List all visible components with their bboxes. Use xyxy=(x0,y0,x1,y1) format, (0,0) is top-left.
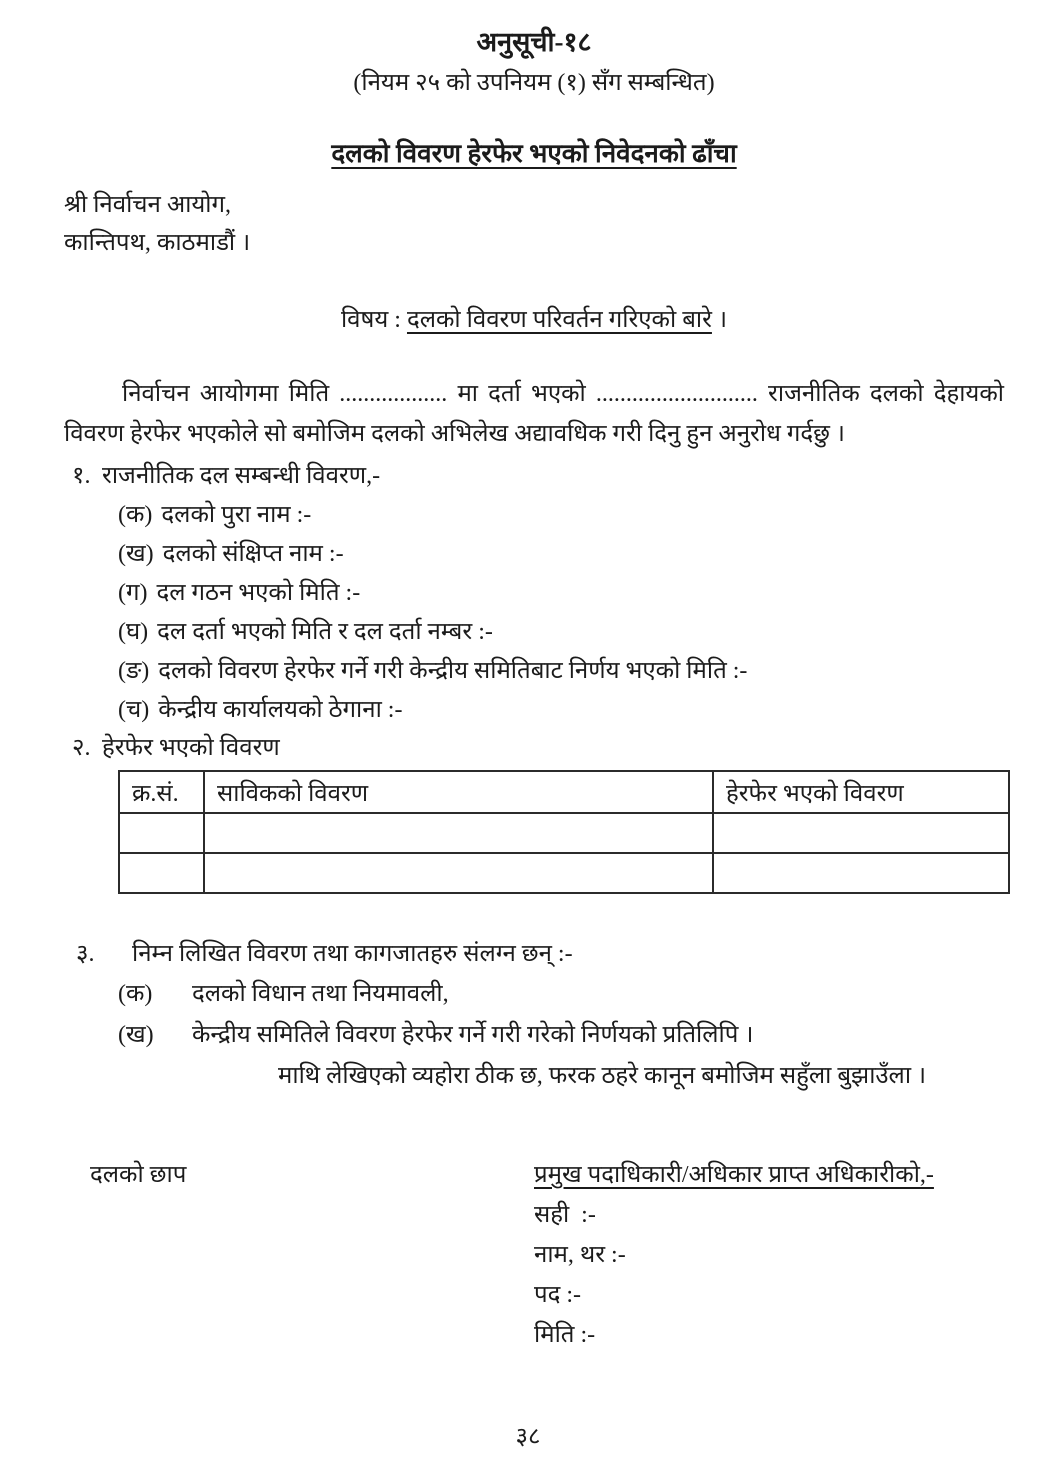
list-item-text: केन्द्रीय समितिले विवरण हेरफेर गर्ने गरी गरेको निर्णयको प्रतिलिपि । xyxy=(192,1022,754,1048)
list-item-text: दलको संक्षिप्त नाम :- xyxy=(162,541,344,567)
subject-text: दलको विवरण परिवर्तन गरिएको बारे xyxy=(406,307,712,333)
subject-line xyxy=(64,302,1004,338)
list-item-label: (ख) xyxy=(118,1022,154,1048)
table-cell xyxy=(713,853,1009,893)
section-1-number: १. xyxy=(72,463,91,489)
signature-field: नाम, थर :- xyxy=(534,1242,626,1268)
list-item-label: (ख) xyxy=(118,541,154,567)
address-line-1: श्री निर्वाचन आयोग, xyxy=(64,192,232,218)
list-item-label: (च) xyxy=(118,697,150,723)
section-2-heading xyxy=(72,730,1004,766)
signature-field: पद :- xyxy=(534,1282,582,1308)
list-item xyxy=(118,652,1004,691)
list-item-label: (क) xyxy=(118,502,153,528)
body-paragraph: निर्वाचन आयोगमा मिति .................. मा दर्ता भएको ........................... राजनीतिक दलको देहायको विवरण हेरफेर भएकोले सो बमोजिम दलको अभिलेख अद्यावधिक गरी दिनु हुन अनुरोध गर्दछु । xyxy=(64,381,1004,447)
table-cell xyxy=(119,813,204,853)
list-item xyxy=(118,691,1004,730)
table-cell xyxy=(119,853,204,893)
recipient-address xyxy=(64,186,1004,262)
annex-title: अनुसूची-१८ xyxy=(476,27,592,57)
list-item-label: (क) xyxy=(118,981,153,1007)
list-item-text: केन्द्रीय कार्यालयको ठेगाना :- xyxy=(158,697,403,723)
party-seal-label: दलको छाप xyxy=(90,1162,187,1188)
details-table xyxy=(118,770,1010,894)
table-cell xyxy=(204,853,713,893)
list-item-text: दलको विधान तथा नियमावली, xyxy=(192,981,449,1007)
list-item xyxy=(118,496,1004,535)
section-1-title: राजनीतिक दल सम्बन्धी विवरण,- xyxy=(102,463,381,489)
signature-block xyxy=(64,1155,1004,1355)
section-1-items xyxy=(118,496,1004,730)
signature-field: सही :- xyxy=(534,1202,596,1228)
signature-field: मिति :- xyxy=(534,1322,596,1348)
table-header-cell: साविकको विवरण xyxy=(204,771,713,813)
officer-signature-block xyxy=(534,1155,1004,1355)
table-cell xyxy=(204,813,713,853)
section-3-number: ३. xyxy=(76,941,95,967)
section-3-title: निम्न लिखित विवरण तथा कागजातहरु संलग्न छन् :- xyxy=(132,941,573,967)
form-title-wrap xyxy=(64,136,1004,172)
page-number: ३८ xyxy=(515,1424,541,1450)
table-header-cell: क्र.सं. xyxy=(119,771,204,813)
list-item-text: दलको पुरा नाम :- xyxy=(161,502,312,528)
section-2-number: २. xyxy=(72,735,91,761)
declaration-text: माथि लेखिएको व्यहोरा ठीक छ, फरक ठहरे कानून बमोजिम सहुँला बुझाउँला । xyxy=(278,1063,927,1089)
list-item-label: (घ) xyxy=(118,619,149,645)
subject-suffix: । xyxy=(711,307,728,333)
section-2-title: हेरफेर भएको विवरण xyxy=(102,735,280,761)
list-item-text: दल गठन भएको मिति :- xyxy=(156,580,361,606)
list-item xyxy=(118,535,1004,574)
section-3-items xyxy=(118,974,1004,1097)
list-item-label: (ङ) xyxy=(118,658,150,684)
list-item-label: (ग) xyxy=(118,580,148,606)
address-line-2: कान्तिपथ, काठमाडौं । xyxy=(64,230,251,256)
table-header-cell: हेरफेर भएको विवरण xyxy=(713,771,1009,813)
table-cell xyxy=(713,813,1009,853)
section-3-heading xyxy=(76,934,1004,974)
table-row xyxy=(119,853,1009,893)
table-row xyxy=(119,813,1009,853)
list-item xyxy=(118,974,1004,1015)
list-item xyxy=(118,613,1004,652)
table-header-row xyxy=(119,771,1009,813)
section-1-heading xyxy=(72,456,1004,496)
form-title: दलको विवरण हेरफेर भएको निवेदनको ढाँचा xyxy=(331,139,737,168)
list-item-text: दल दर्ता भएको मिति र दल दर्ता नम्बर :- xyxy=(157,619,493,645)
list-item xyxy=(118,1015,1004,1056)
officer-heading: प्रमुख पदाधिकारी/अधिकार प्राप्त अधिकारीको,- xyxy=(534,1162,934,1188)
subject-prefix: विषय : xyxy=(340,307,407,333)
list-item xyxy=(118,574,1004,613)
annex-subtitle: (नियम २५ को उपनियम (१) सँग सम्बन्धित) xyxy=(353,70,715,96)
list-item-text: दलको विवरण हेरफेर गर्ने गरी केन्द्रीय समितिबाट निर्णय भएको मिति :- xyxy=(158,658,748,684)
